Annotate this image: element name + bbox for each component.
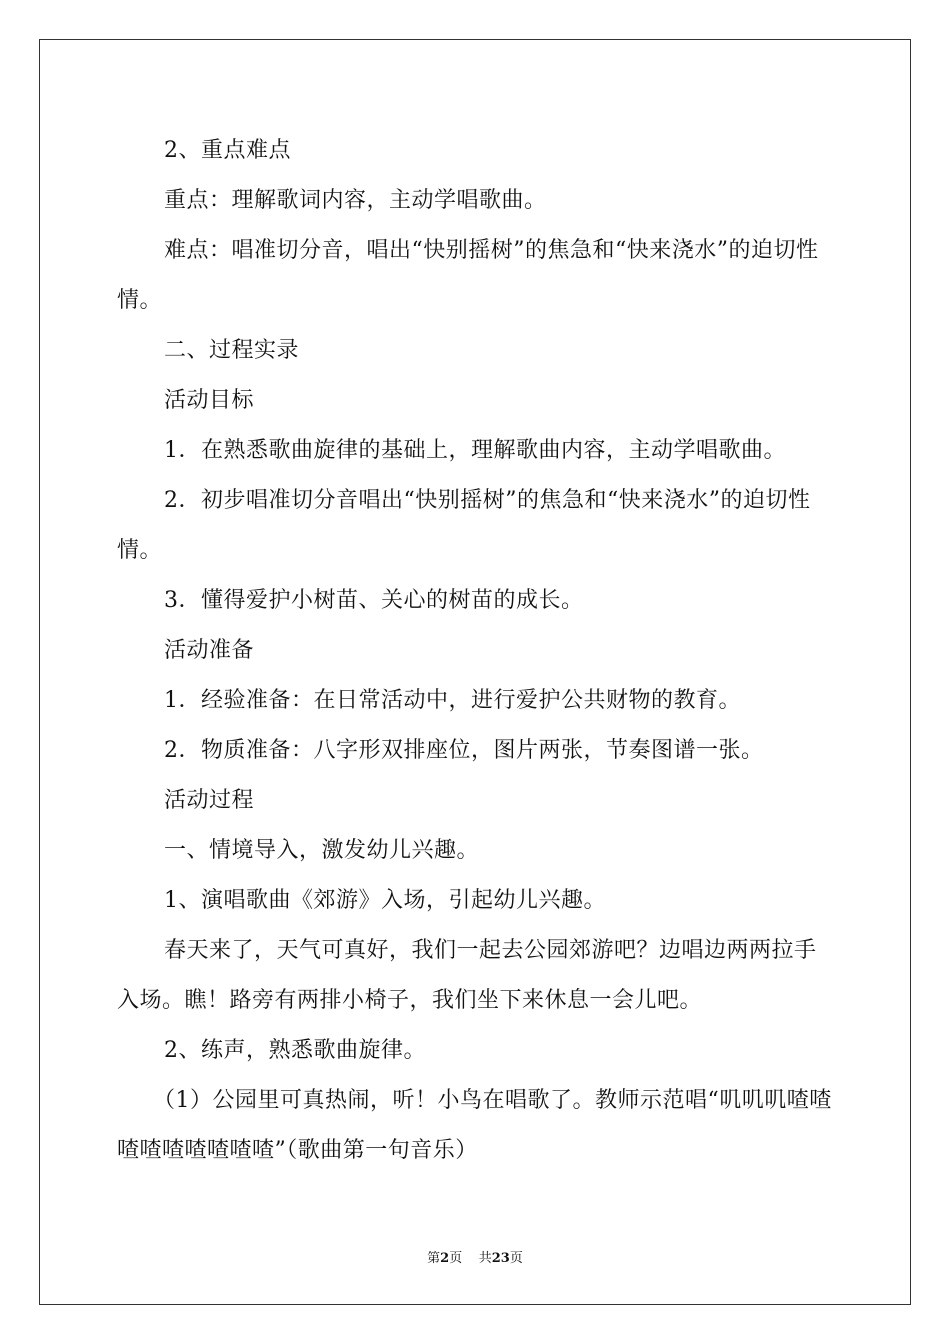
page-number: 2 [440, 1251, 450, 1266]
total-pages: 23 [491, 1251, 510, 1266]
list-item: 1．经验准备：在日常活动中，进行爱护公共财物的教育。 [164, 688, 741, 713]
section-heading: 一、情境导入，激发幼儿兴趣。 [164, 838, 480, 863]
paragraph: 重点：理解歌词内容，主动学唱歌曲。 [164, 188, 547, 213]
list-item: 1、演唱歌曲《郊游》入场，引起幼儿兴趣。 [164, 888, 606, 913]
document-body [117, 126, 833, 1176]
paragraph: 春天来了，天气可真好，我们一起去公园郊游吧？边唱边两两拉手入场。瞧！路旁有两排小椅子，我们坐下来休息一会儿吧。 [117, 938, 817, 1013]
total-label-prefix: 共 [478, 1251, 492, 1266]
section-heading: 活动目标 [164, 388, 255, 413]
page-label-prefix: 第 [427, 1251, 441, 1266]
paragraph: 难点：唱准切分音，唱出“快别摇树”的焦急和“快来浇水”的迫切性情。 [117, 238, 819, 313]
list-item: 3．懂得爱护小树苗、关心的树苗的成长。 [164, 588, 584, 613]
list-item: 2、练声，熟悉歌曲旋律。 [164, 1038, 426, 1063]
section-heading: 二、过程实录 [164, 338, 300, 363]
page-label-suffix: 页 [449, 1251, 463, 1266]
section-heading: 活动过程 [164, 788, 255, 813]
list-item: 2．物质准备：八字形双排座位，图片两张，节奏图谱一张。 [164, 738, 764, 763]
total-label-suffix: 页 [509, 1251, 523, 1266]
paragraph: （1）公园里可真热闹，听！小鸟在唱歌了。教师示范唱“叽叽叽喳喳喳喳喳喳喳喳喳”（歌曲第一句音乐） [117, 1088, 832, 1163]
section-heading: 活动准备 [164, 638, 255, 663]
section-heading: 2、重点难点 [164, 138, 291, 163]
list-item: 1．在熟悉歌曲旋律的基础上，理解歌曲内容，主动学唱歌曲。 [164, 438, 786, 463]
page-footer [0, 1247, 950, 1266]
list-item: 2．初步唱准切分音唱出“快别摇树”的焦急和“快来浇水”的迫切性情。 [117, 488, 811, 563]
